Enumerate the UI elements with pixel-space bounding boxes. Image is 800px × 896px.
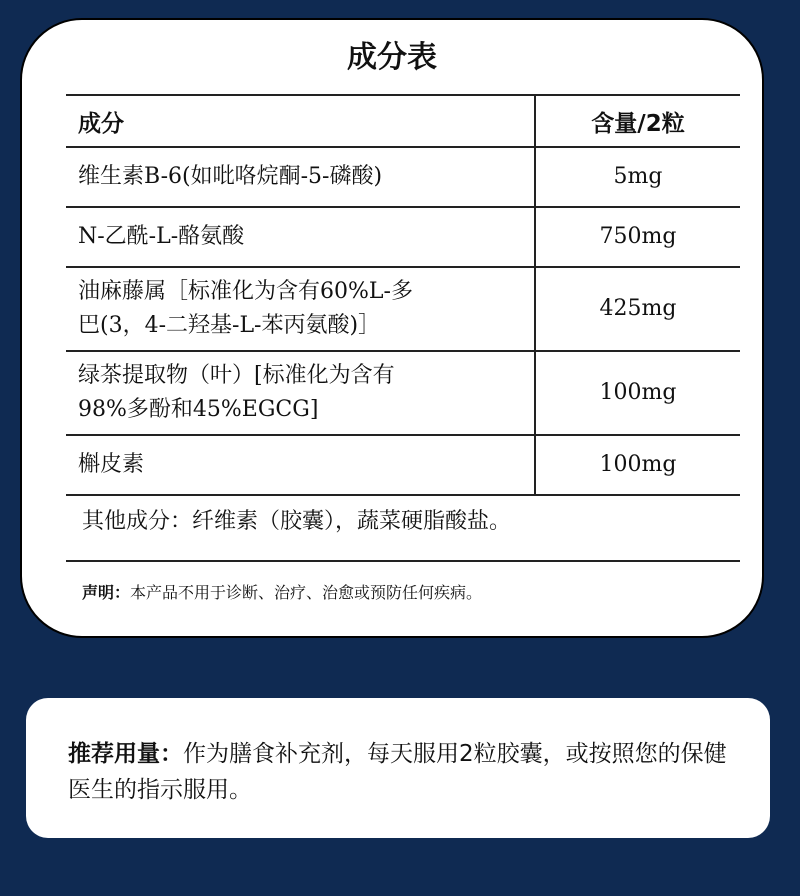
- other-ingredients: 其他成分：纤维素（胶囊），蔬菜硬脂酸盐。: [82, 509, 512, 534]
- usage-card: [26, 698, 770, 838]
- ingredient-name: N-乙酰-L-酪氨酸: [66, 207, 535, 267]
- table-row: [66, 147, 740, 207]
- disclaimer-text: 本产品不用于诊断、治疗、治愈或预防任何疾病。: [130, 583, 483, 602]
- table-row: [66, 435, 740, 495]
- header-amount: 含量/2粒: [535, 95, 740, 147]
- disclaimer: [82, 580, 482, 603]
- table-row: [66, 351, 740, 435]
- ingredient-amount: 750mg: [535, 207, 740, 267]
- ingredient-amount: 100mg: [535, 351, 740, 435]
- card-title: 成分表: [347, 40, 437, 75]
- ingredients-card: [20, 18, 764, 638]
- disclaimer-label: 声明：: [82, 583, 131, 602]
- ingredient-amount: 100mg: [535, 435, 740, 495]
- usage-text: 推荐用量：作为膳食补充剂，每天服用2粒胶囊，或按照您的保健医生的指示服用。: [68, 741, 727, 803]
- table-header-row: [66, 95, 740, 147]
- ingredients-table: [66, 94, 740, 496]
- usage-label: 推荐用量：: [68, 741, 183, 767]
- table-row: [66, 207, 740, 267]
- ingredient-name: 槲皮素: [66, 435, 535, 495]
- ingredient-name: 油麻藤属［标准化为含有60%L-多 巴(3，4-二羟基-L-苯丙氨酸)］: [66, 267, 535, 351]
- ingredient-amount: 425mg: [535, 267, 740, 351]
- ingredient-name: 绿茶提取物（叶）[标准化为含有 98%多酚和45%EGCG]: [66, 351, 535, 435]
- header-name: 成分: [66, 95, 535, 147]
- table-row: [66, 267, 740, 351]
- ingredient-name: 维生素B-6(如吡咯烷酮-5-磷酸): [66, 147, 535, 207]
- ingredient-amount: 5mg: [535, 147, 740, 207]
- divider: [66, 560, 740, 562]
